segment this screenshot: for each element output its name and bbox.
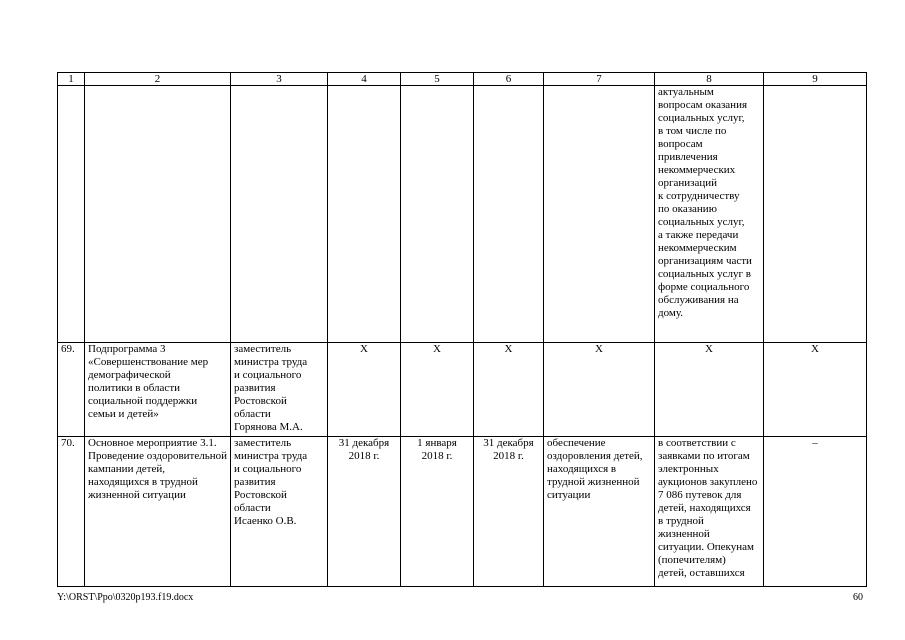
cell-responsible: заместитель министра труда и социального развития Ростовской области Исаенко О.В. [231, 437, 328, 587]
cell-reason: Х [764, 343, 867, 437]
col-header-3: 3 [231, 73, 328, 86]
cell-actual-result: Х [655, 343, 764, 437]
cell-reason: – [764, 437, 867, 587]
footer-file-path: Y:\ORST\Ppo\0320p193.f19.docx [57, 592, 194, 603]
cell-planned-end: 31 декабря 2018 г. [328, 437, 401, 587]
cell-planned-end [328, 86, 401, 343]
col-header-5: 5 [401, 73, 474, 86]
col-header-7: 7 [544, 73, 655, 86]
col-header-1: 1 [58, 73, 85, 86]
plan-table [57, 72, 867, 587]
table-row-continued [58, 86, 867, 343]
col-header-8: 8 [655, 73, 764, 86]
cell-actual-start: Х [401, 343, 474, 437]
cell-actual-end [474, 86, 544, 343]
cell-responsible [231, 86, 328, 343]
cell-planned-result: обеспечение оздоровления детей, находящихся в трудной жизненной ситуации [544, 437, 655, 587]
cell-actual-start [401, 86, 474, 343]
cell-actual-end: 31 декабря 2018 г. [474, 437, 544, 587]
cell-name [85, 86, 231, 343]
cell-number: 69. [58, 343, 85, 437]
cell-planned-end: Х [328, 343, 401, 437]
col-header-2: 2 [85, 73, 231, 86]
cell-number: 70. [58, 437, 85, 587]
cell-planned-result: Х [544, 343, 655, 437]
col-header-6: 6 [474, 73, 544, 86]
cell-actual-end: Х [474, 343, 544, 437]
cell-name: Подпрограмма 3 «Совершенствование мер демографической политики в области социальной поддержки семьи и детей» [85, 343, 231, 437]
table-row-69 [58, 343, 867, 437]
column-number-row [58, 73, 867, 86]
table-row-70 [58, 437, 867, 587]
cell-planned-result [544, 86, 655, 343]
cell-number [58, 86, 85, 343]
cell-responsible: заместитель министра труда и социального развития Ростовской области Горянова М.А. [231, 343, 328, 437]
cell-actual-result: в соответствии с заявками по итогам электронных аукционов закуплено 7 086 путевок для детей, находящихся в трудной жизненной ситуации. Опекунам (попечителям) детей, оставшихся [655, 437, 764, 587]
page-number: 60 [853, 592, 863, 603]
cell-reason [764, 86, 867, 343]
cell-actual-start: 1 января 2018 г. [401, 437, 474, 587]
cell-name: Основное мероприятие 3.1. Проведение оздоровительной кампании детей, находящихся в трудной жизненной ситуации [85, 437, 231, 587]
col-header-4: 4 [328, 73, 401, 86]
cell-actual-result: актуальным вопросам оказания социальных услуг, в том числе по вопросам привлечения некоммерческих организаций к сотрудничеству по оказанию социальных услуг, а также передачи некоммерческим организациям части социальных услуг в форме социального обслуживания на дому. [655, 86, 764, 343]
col-header-9: 9 [764, 73, 867, 86]
